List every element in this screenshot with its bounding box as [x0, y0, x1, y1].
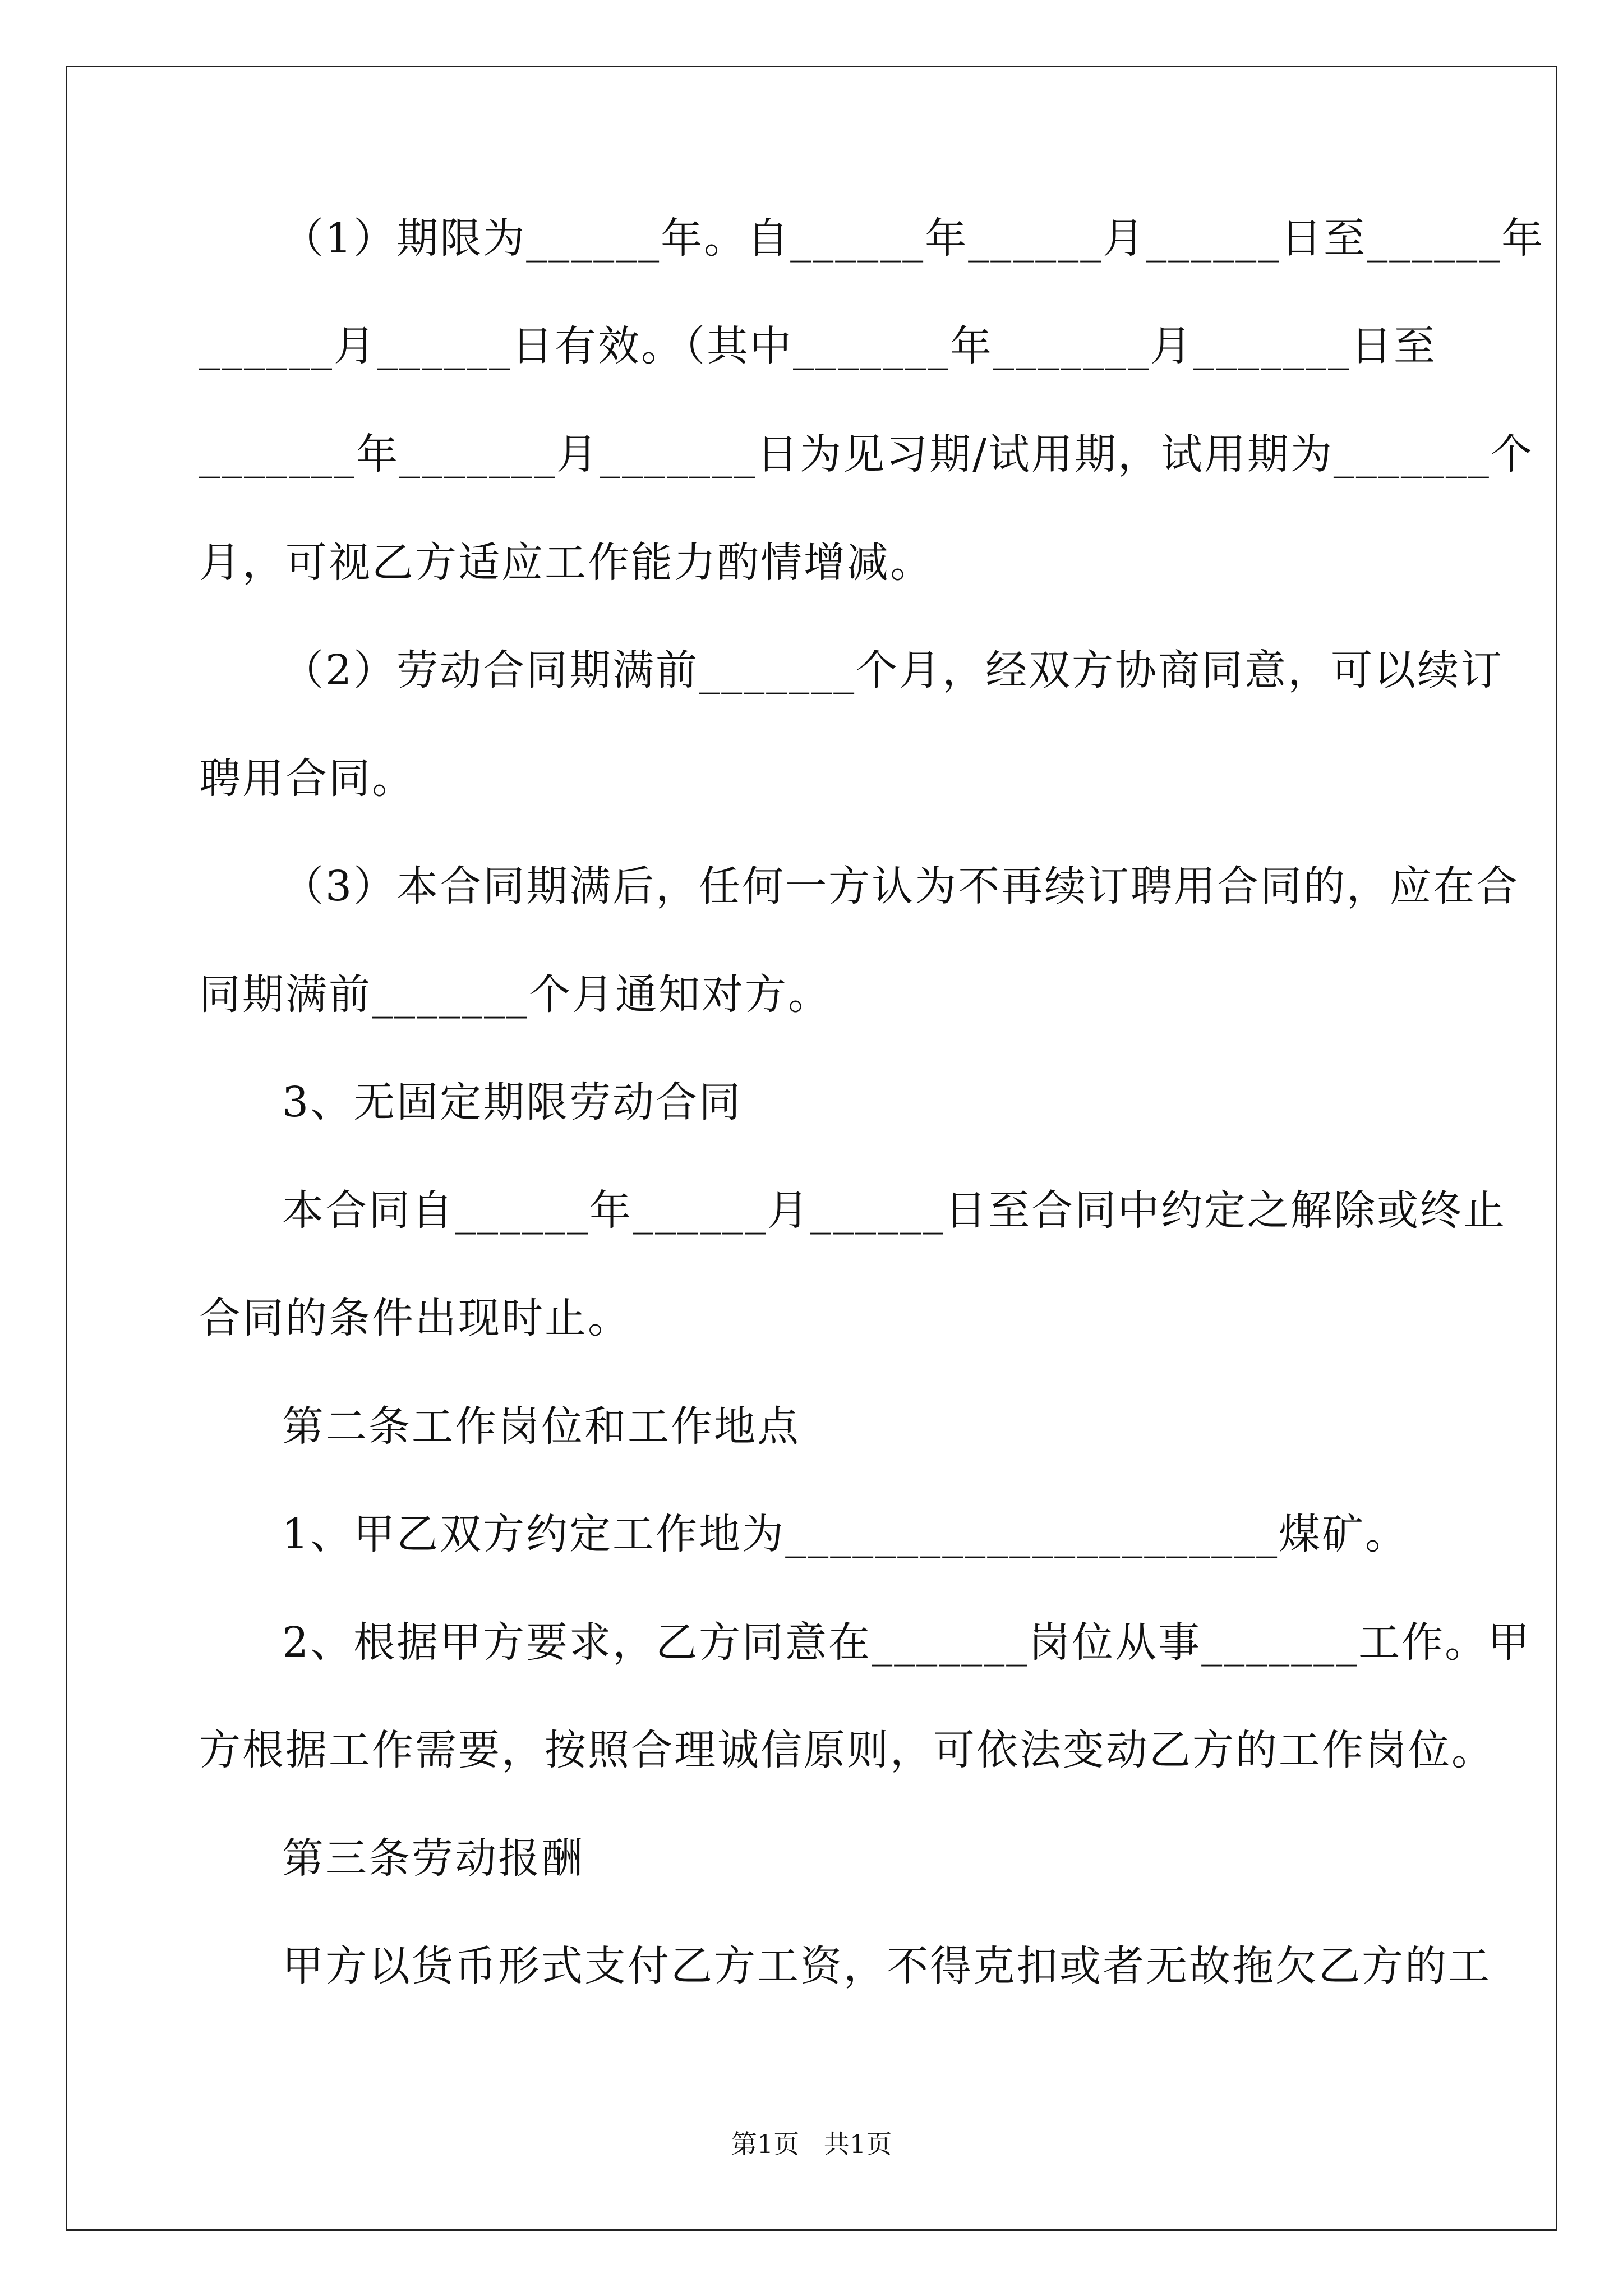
text-line: 月，可视乙方适应工作能力酌情增减。 [199, 539, 933, 587]
page-border [66, 66, 1557, 2231]
text-line: 1、甲乙双方约定工作地为______________________煤矿。 [282, 1510, 1409, 1558]
text-line: 合同的条件出现时止。 [199, 1294, 631, 1342]
text-line: （3）本合同期满后，任何一方认为不再续订聘用合同的，应在合 [282, 862, 1520, 910]
text-line: （1）期限为______年。自______年______月______日至______年 [282, 214, 1545, 263]
text-line: 方根据工作需要，按照合理诚信原则，可依法变动乙方的工作岗位。 [199, 1726, 1495, 1774]
page-number: 第1页 共1页 [731, 2129, 892, 2159]
section-heading: 3、无固定期限劳动合同 [282, 1078, 743, 1126]
text-line: 本合同自______年______月______日至合同中约定之解除或终止 [282, 1186, 1506, 1235]
text-line: 甲方以货币形式支付乙方工资，不得克扣或者无故拖欠乙方的工 [282, 1942, 1491, 1990]
text-line: _______年_______月_______日为见习期/试用期，试用期为_______个 [199, 430, 1534, 478]
text-line: 聘用合同。 [199, 754, 415, 803]
article-heading: 第二条工作岗位和工作地点 [282, 1402, 800, 1451]
text-line: ______月______日有效。（其中_______年_______月_______日至 [199, 322, 1437, 370]
text-line: 2、根据甲方要求，乙方同意在_______岗位从事_______工作。甲 [282, 1618, 1532, 1667]
text-line: （2）劳动合同期满前_______个月，经双方协商同意，可以续订 [282, 646, 1504, 694]
article-heading: 第三条劳动报酬 [282, 1834, 584, 1883]
text-line: 同期满前_______个月通知对方。 [199, 970, 831, 1019]
